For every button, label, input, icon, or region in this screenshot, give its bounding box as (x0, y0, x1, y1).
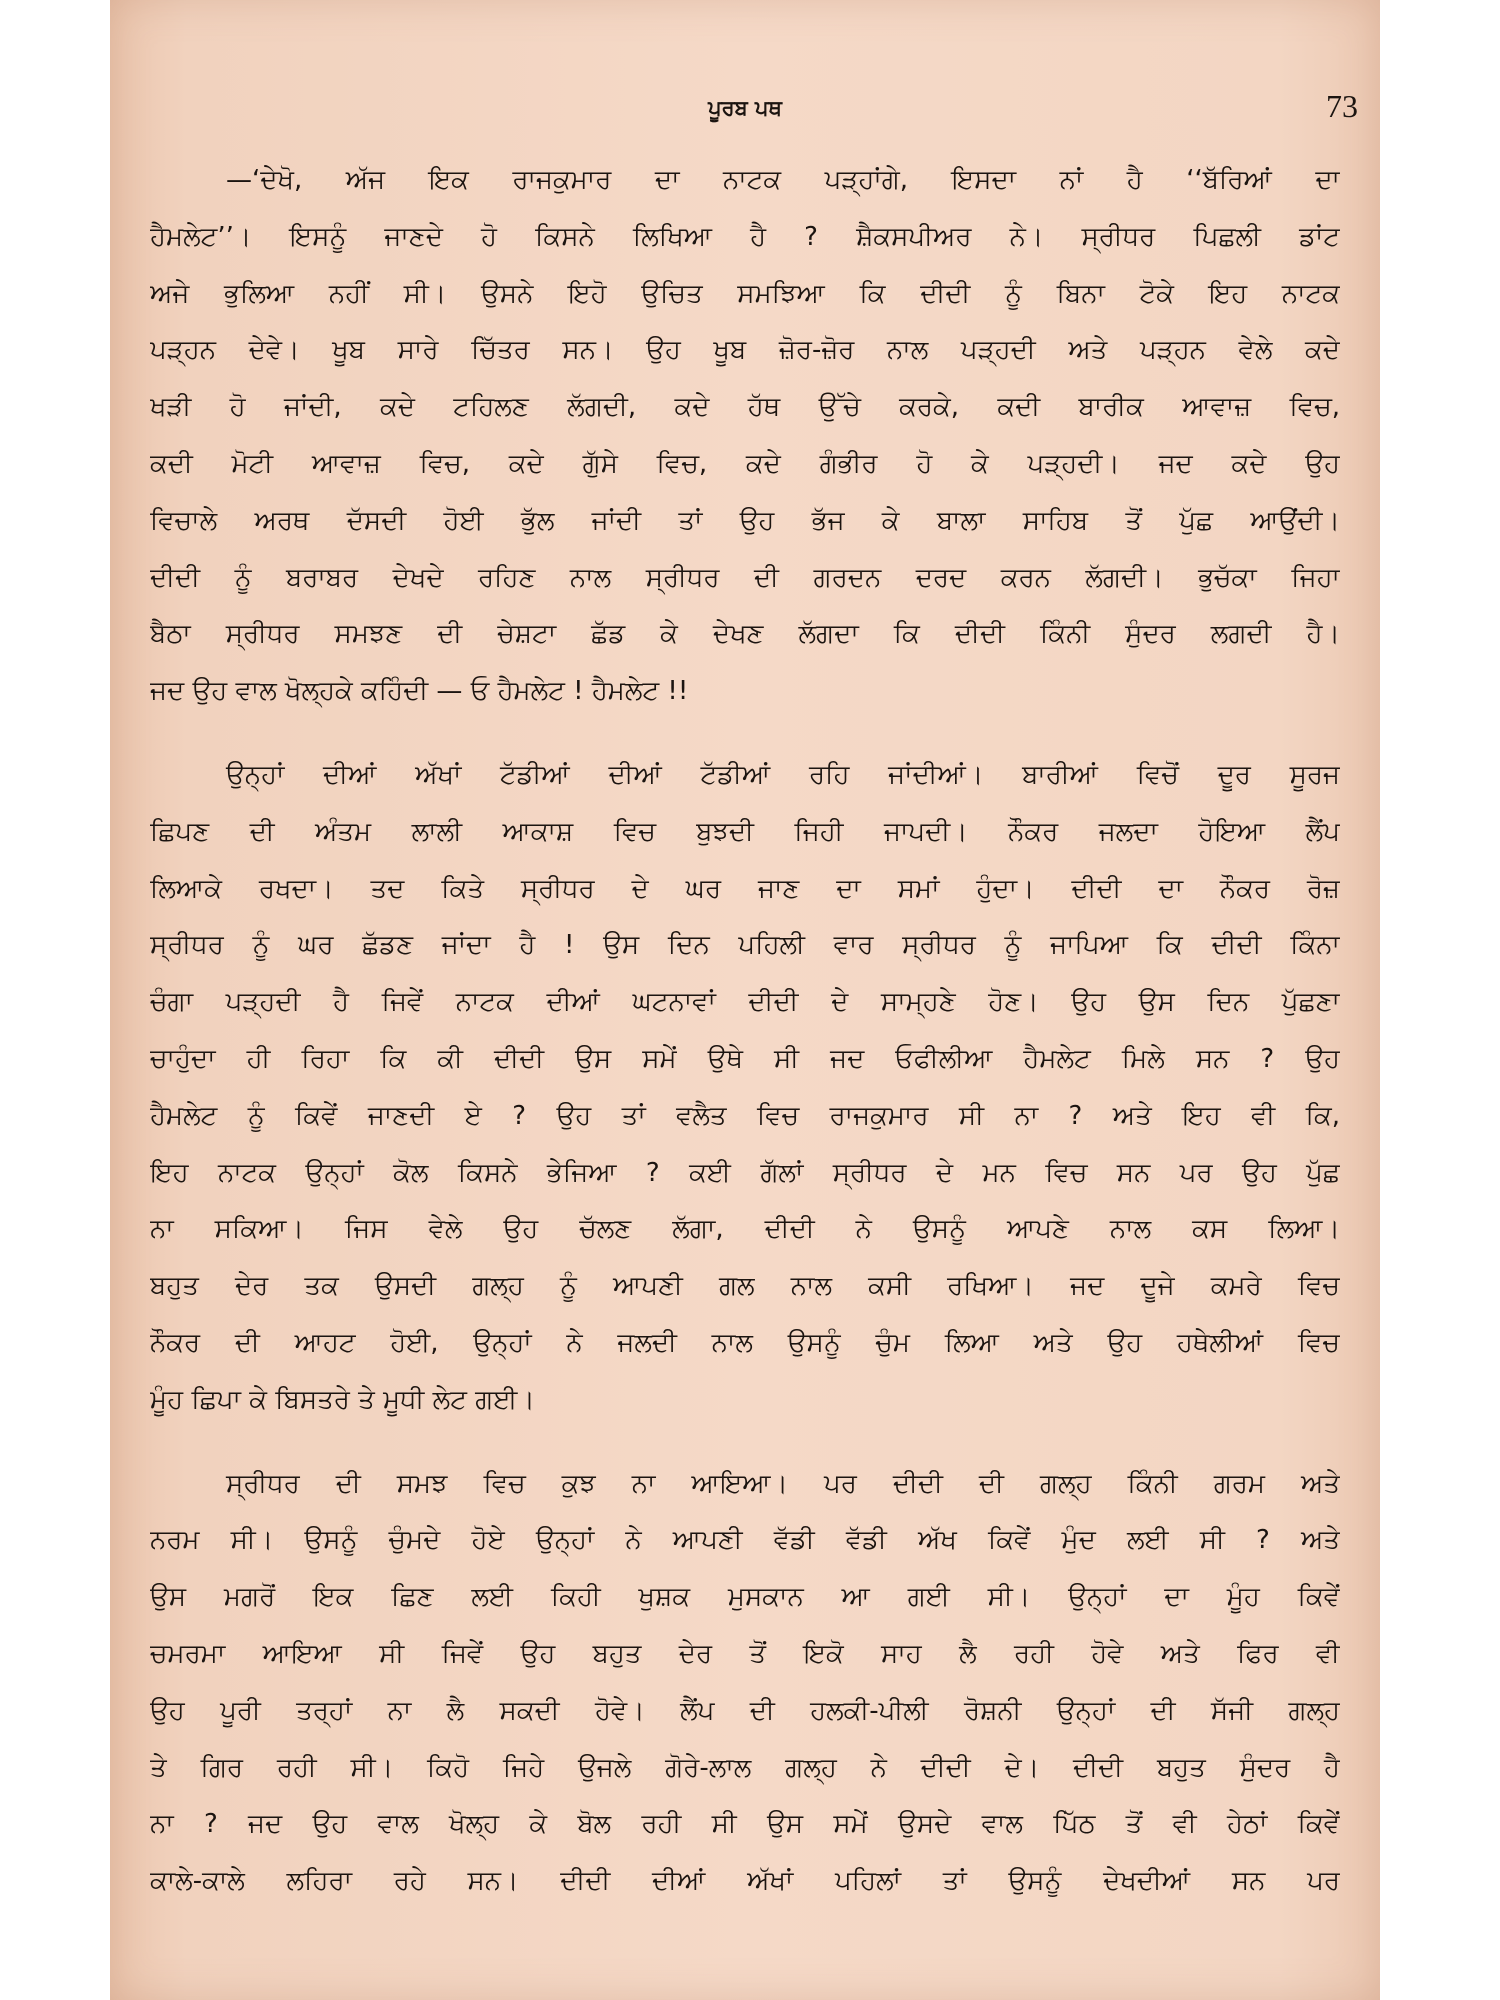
text-line: ਕਦੀ ਮੋਟੀ ਆਵਾਜ਼ ਵਿਚ, ਕਦੇ ਗੁੱਸੇ ਵਿਚ, ਕਦੇ ਗੰਭੀਰ ਹੋ ਕੇ ਪੜ੍ਹਦੀ। ਜਦ ਕਦੇ ਉਹ (150, 448, 1340, 479)
page-number: 73 (1326, 88, 1358, 124)
text-line: ਚਮਰਮਾ ਆਇਆ ਸੀ ਜਿਵੇਂ ਉਹ ਬਹੁਤ ਦੇਰ ਤੋਂ ਇਕੋ ਸਾਹ ਲੈ ਰਹੀ ਹੋਵੇ ਅਤੇ ਫਿਰ ਵੀ (150, 1638, 1340, 1669)
text-line: ਬਹੁਤ ਦੇਰ ਤਕ ਉਸਦੀ ਗਲ੍ਹ ਨੂੰ ਆਪਣੀ ਗਲ ਨਾਲ ਕਸੀ ਰਖਿਆ। ਜਦ ਦੂਜੇ ਕਮਰੇ ਵਿਚ (150, 1271, 1340, 1302)
running-title: ਪੂਰਬ ਪਥ (708, 96, 782, 120)
text-line: ਇਹ ਨਾਟਕ ਉਨ੍ਹਾਂ ਕੋਲ ਕਿਸਨੇ ਭੇਜਿਆ ? ਕਈ ਗੱਲਾਂ ਸ੍ਰੀਧਰ ਦੇ ਮਨ ਵਿਚ ਸਨ ਪਰ ਉਹ ਪੁੱਛ (150, 1157, 1340, 1188)
text-line: ਤੇ ਗਿਰ ਰਹੀ ਸੀ। ਕਿਹੋ ਜਿਹੇ ਉਜਲੇ ਗੋਰੇ-ਲਾਲ ਗਲ੍ਹ ਨੇ ਦੀਦੀ ਦੇ। ਦੀਦੀ ਬਹੁਤ ਸੁੰਦਰ ਹੈ (150, 1752, 1340, 1783)
text-line: ਜਦ ਉਹ ਵਾਲ ਖੋਲ੍ਹਕੇ ਕਹਿੰਦੀ — ਓ ਹੈਮਲੇਟ ! ਹੈਮਲੇਟ !! (150, 676, 689, 707)
text-line: ਚੰਗਾ ਪੜ੍ਹਦੀ ਹੈ ਜਿਵੇਂ ਨਾਟਕ ਦੀਆਂ ਘਟਨਾਵਾਂ ਦੀਦੀ ਦੇ ਸਾਮ੍ਹਣੇ ਹੋਣ। ਉਹ ਉਸ ਦਿਨ ਪੁੱਛਣਾ (150, 987, 1340, 1018)
paragraph (150, 152, 1340, 720)
text-line: ਖੜੀ ਹੋ ਜਾਂਦੀ, ਕਦੇ ਟਹਿਲਣ ਲੱਗਦੀ, ਕਦੇ ਹੱਥ ਉੱਚੇ ਕਰਕੇ, ਕਦੀ ਬਾਰੀਕ ਆਵਾਜ਼ ਵਿਚ, (150, 392, 1340, 423)
paragraph (150, 747, 1340, 1429)
text-line: —‘ਦੇਖੋ, ਅੱਜ ਇਕ ਰਾਜਕੁਮਾਰ ਦਾ ਨਾਟਕ ਪੜ੍ਹਾਂਗੇ, ਇਸਦਾ ਨਾਂ ਹੈ ‘‘ਬੱਰਿਆਂ ਦਾ (226, 165, 1340, 195)
text-line: ਨਰਮ ਸੀ। ਉਸਨੂੰ ਚੁੰਮਦੇ ਹੋਏ ਉਨ੍ਹਾਂ ਨੇ ਆਪਣੀ ਵੱਡੀ ਵੱਡੀ ਅੱਖ ਕਿਵੇਂ ਮੁੰਦ ਲਈ ਸੀ ? ਅਤੇ (150, 1525, 1340, 1556)
text-line: ਸ੍ਰੀਧਰ ਨੂੰ ਘਰ ਛੱਡਣ ਜਾਂਦਾ ਹੈ ! ਉਸ ਦਿਨ ਪਹਿਲੀ ਵਾਰ ਸ੍ਰੀਧਰ ਨੂੰ ਜਾਪਿਆ ਕਿ ਦੀਦੀ ਕਿੰਨਾ (150, 930, 1340, 961)
page-header (110, 88, 1380, 136)
text-line: ਬੈਠਾ ਸ੍ਰੀਧਰ ਸਮਝਣ ਦੀ ਚੇਸ਼ਟਾ ਛੱਡ ਕੇ ਦੇਖਣ ਲੱਗਦਾ ਕਿ ਦੀਦੀ ਕਿੰਨੀ ਸੁੰਦਰ ਲਗਦੀ ਹੈ। (150, 619, 1340, 650)
book-page (110, 0, 1380, 2000)
paragraph (150, 1456, 1340, 1910)
text-line: ਹੈਮਲੇਟ ਨੂੰ ਕਿਵੇਂ ਜਾਣਦੀ ਏ ? ਉਹ ਤਾਂ ਵਲੈਤ ਵਿਚ ਰਾਜਕੁਮਾਰ ਸੀ ਨਾ ? ਅਤੇ ਇਹ ਵੀ ਕਿ, (150, 1100, 1340, 1131)
text-line: ਉਸ ਮਗਰੋਂ ਇਕ ਛਿਣ ਲਈ ਕਿਹੀ ਖੁਸ਼ਕ ਮੁਸਕਾਨ ਆ ਗਈ ਸੀ। ਉਨ੍ਹਾਂ ਦਾ ਮੂੰਹ ਕਿਵੇਂ (150, 1582, 1340, 1613)
paragraph-gap (150, 720, 1340, 747)
text-line: ਉਨ੍ਹਾਂ ਦੀਆਂ ਅੱਖਾਂ ਟੱਡੀਆਂ ਦੀਆਂ ਟੱਡੀਆਂ ਰਹਿ ਜਾਂਦੀਆਂ। ਬਾਰੀਆਂ ਵਿਚੋਂ ਦੂਰ ਸੂਰਜ (226, 759, 1340, 790)
text-line: ਹੈਮਲੇਟ’’। ਇਸਨੂੰ ਜਾਣਦੇ ਹੋ ਕਿਸਨੇ ਲਿਖਿਆ ਹੈ ? ਸ਼ੈਕਸਪੀਅਰ ਨੇ। ਸ੍ਰੀਧਰ ਪਿਛਲੀ ਡਾਂਟ (150, 221, 1340, 252)
text-line: ਪੜ੍ਹਨ ਦੇਵੇ। ਖੂਬ ਸਾਰੇ ਚਿੱਤਰ ਸਨ। ਉਹ ਖੂਬ ਜ਼ੋਰ-ਜ਼ੋਰ ਨਾਲ ਪੜ੍ਹਦੀ ਅਤੇ ਪੜ੍ਹਨ ਵੇਲੇ ਕਦੇ (150, 335, 1340, 366)
text-line: ਦੀਦੀ ਨੂੰ ਬਰਾਬਰ ਦੇਖਦੇ ਰਹਿਣ ਨਾਲ ਸ੍ਰੀਧਰ ਦੀ ਗਰਦਨ ਦਰਦ ਕਰਨ ਲੱਗਦੀ। ਭੁਚੱਕਾ ਜਿਹਾ (150, 562, 1340, 593)
text-line: ਮੂੰਹ ਛਿਪਾ ਕੇ ਬਿਸਤਰੇ ਤੇ ਮੂਧੀ ਲੇਟ ਗਈ। (150, 1384, 535, 1415)
text-line: ਵਿਚਾਲੇ ਅਰਥ ਦੱਸਦੀ ਹੋਈ ਭੁੱਲ ਜਾਂਦੀ ਤਾਂ ਉਹ ਭੱਜ ਕੇ ਬਾਲਾ ਸਾਹਿਬ ਤੋਂ ਪੁੱਛ ਆਉਂਦੀ। (150, 505, 1340, 536)
text-line: ਲਿਆਕੇ ਰਖਦਾ। ਤਦ ਕਿਤੇ ਸ੍ਰੀਧਰ ਦੇ ਘਰ ਜਾਣ ਦਾ ਸਮਾਂ ਹੁੰਦਾ। ਦੀਦੀ ਦਾ ਨੌਕਰ ਰੋਜ਼ (150, 873, 1340, 904)
text-line: ਉਹ ਪੂਰੀ ਤਰ੍ਹਾਂ ਨਾ ਲੈ ਸਕਦੀ ਹੋਵੇ। ਲੈਂਪ ਦੀ ਹਲਕੀ-ਪੀਲੀ ਰੋਸ਼ਨੀ ਉਨ੍ਹਾਂ ਦੀ ਸੱਜੀ ਗਲ੍ਹ (150, 1695, 1340, 1726)
text-line: ਚਾਹੁੰਦਾ ਹੀ ਰਿਹਾ ਕਿ ਕੀ ਦੀਦੀ ਉਸ ਸਮੇਂ ਉਥੇ ਸੀ ਜਦ ਓਫੀਲੀਆ ਹੈਮਲੇਟ ਮਿਲੇ ਸਨ ? ਉਹ (150, 1043, 1340, 1074)
text-line: ਨੌਕਰ ਦੀ ਆਹਟ ਹੋਈ, ਉਨ੍ਹਾਂ ਨੇ ਜਲਦੀ ਨਾਲ ਉਸਨੂੰ ਚੁੰਮ ਲਿਆ ਅਤੇ ਉਹ ਹਥੇਲੀਆਂ ਵਿਚ (150, 1327, 1340, 1358)
text-line: ਅਜੇ ਭੁਲਿਆ ਨਹੀਂ ਸੀ। ਉਸਨੇ ਇਹੋ ਉਚਿਤ ਸਮਝਿਆ ਕਿ ਦੀਦੀ ਨੂੰ ਬਿਨਾ ਟੋਕੇ ਇਹ ਨਾਟਕ (150, 278, 1340, 309)
body-text (150, 152, 1340, 1910)
text-line: ਨਾ ? ਜਦ ਉਹ ਵਾਲ ਖੋਲ੍ਹ ਕੇ ਬੋਲ ਰਹੀ ਸੀ ਉਸ ਸਮੇਂ ਉਸਦੇ ਵਾਲ ਪਿੱਠ ਤੋਂ ਵੀ ਹੇਠਾਂ ਕਿਵੇਂ (150, 1809, 1340, 1840)
text-line: ਸ੍ਰੀਧਰ ਦੀ ਸਮਝ ਵਿਚ ਕੁਝ ਨਾ ਆਇਆ। ਪਰ ਦੀਦੀ ਦੀ ਗਲ੍ਹ ਕਿੰਨੀ ਗਰਮ ਅਤੇ (226, 1468, 1340, 1499)
text-line: ਛਿਪਣ ਦੀ ਅੰਤਮ ਲਾਲੀ ਆਕਾਸ਼ ਵਿਚ ਬੁਝਦੀ ਜਿਹੀ ਜਾਪਦੀ। ਨੌਕਰ ਜਲਦਾ ਹੋਇਆ ਲੈਂਪ (150, 816, 1340, 847)
text-line: ਕਾਲੇ-ਕਾਲੇ ਲਹਿਰਾ ਰਹੇ ਸਨ। ਦੀਦੀ ਦੀਆਂ ਅੱਖਾਂ ਪਹਿਲਾਂ ਤਾਂ ਉਸਨੂੰ ਦੇਖਦੀਆਂ ਸਨ ਪਰ (150, 1866, 1340, 1897)
paragraph-gap (150, 1429, 1340, 1456)
text-line: ਨਾ ਸਕਿਆ। ਜਿਸ ਵੇਲੇ ਉਹ ਚੱਲਣ ਲੱਗਾ, ਦੀਦੀ ਨੇ ਉਸਨੂੰ ਆਪਣੇ ਨਾਲ ਕਸ ਲਿਆ। (150, 1214, 1340, 1245)
